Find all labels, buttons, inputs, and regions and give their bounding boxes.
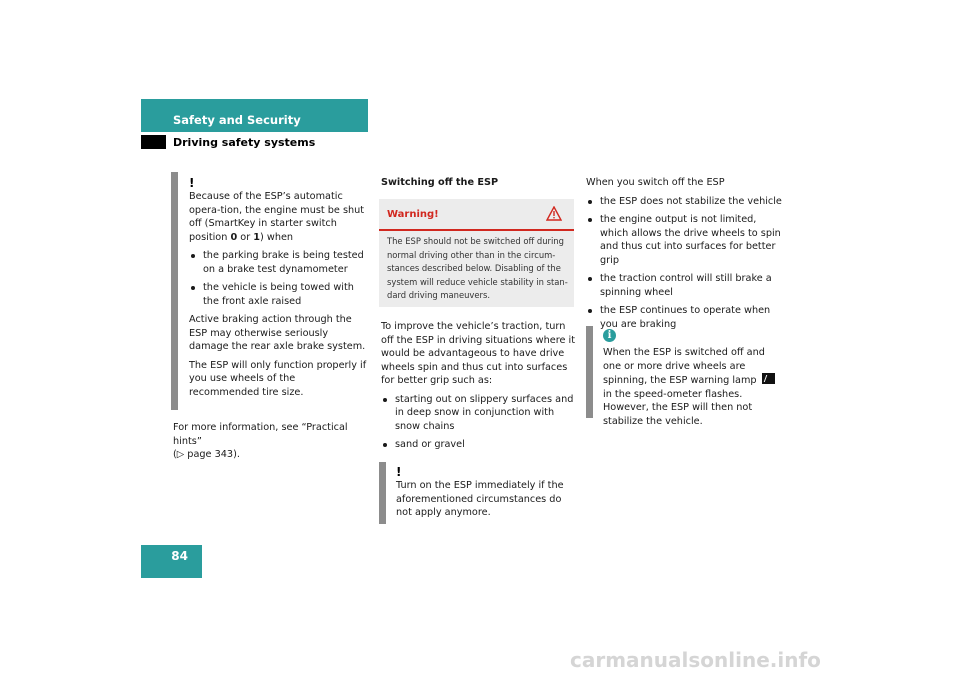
esp-off-body bbox=[381, 320, 575, 457]
info-icon: i bbox=[603, 329, 616, 342]
info-bar bbox=[586, 326, 593, 418]
subsection-title: Driving safety systems bbox=[173, 136, 316, 149]
warning-title: Warning! bbox=[387, 209, 439, 220]
esp-off-intro: To improve the vehicle’s traction, turn off the ESP in driving situations where it would be advantageous to have drive wheels spin and thus cut into surfaces for better grip such as: bbox=[381, 321, 575, 386]
page-reference-link[interactable]: (▷ page 343). bbox=[173, 449, 240, 460]
info-text: When the ESP is switched off and one or more drive wheels are spinning, the ESP warning lamp in the speed-ometer flashes. However, the ESP will then not stabilize the vehicle. bbox=[603, 346, 781, 428]
warning-divider bbox=[379, 229, 574, 231]
notice-content bbox=[189, 177, 367, 404]
list-item: the parking brake is being tested on a brake test dynamometer bbox=[189, 249, 367, 276]
notice-intro: Because of the ESP’s automatic opera-tion, the engine must be shut off (SmartKey in starter switch position 0 or 1) when bbox=[189, 191, 365, 243]
notice-bar bbox=[171, 172, 178, 410]
notice-bar bbox=[379, 462, 386, 524]
section-heading: Switching off the ESP bbox=[381, 177, 499, 188]
more-info bbox=[173, 421, 373, 462]
para-braking: Active braking action through the ESP may otherwise seriously damage the rear axle brake system. bbox=[189, 314, 366, 352]
warning-text: The ESP should not be switched off during normal driving other than in the circum-stances described below. Disabling of the system will reduce vehicle stability in stan-dard driving maneuvers. bbox=[387, 236, 568, 301]
notice-turn-on bbox=[396, 466, 576, 525]
more-info-text: For more information, see “Practical hints” bbox=[173, 422, 348, 447]
section-title: Safety and Security bbox=[173, 113, 301, 127]
warning-triangle-icon bbox=[546, 206, 562, 221]
list-item: the traction control will still brake a spinning wheel bbox=[586, 272, 782, 299]
para-tires: The ESP will only function properly if you use wheels of the recommended tire size. bbox=[189, 359, 367, 398]
notice-icon: ! bbox=[396, 465, 402, 479]
list-item: the ESP does not stabilize the vehicle bbox=[586, 195, 782, 209]
esp-warning-lamp-icon bbox=[762, 373, 775, 384]
watermark: carmanualsonline.info bbox=[570, 648, 821, 672]
page-number: 84 bbox=[171, 549, 188, 563]
esp-off-effects bbox=[586, 176, 782, 336]
list-item: the engine output is not limited, which allows the drive wheels to spin and thus cut into surfaces for better grip bbox=[586, 213, 782, 267]
list-item: sand or gravel bbox=[381, 438, 575, 452]
subsection-marker bbox=[141, 135, 166, 149]
notice-text: Turn on the ESP immediately if the aforementioned circumstances do not apply anymore. bbox=[396, 480, 564, 518]
list-item: the ESP continues to operate when you are braking bbox=[586, 304, 782, 331]
notice-icon: ! bbox=[189, 176, 195, 190]
effects-intro: When you switch off the ESP bbox=[586, 177, 725, 188]
list-item: starting out on slippery surfaces and in deep snow in conjunction with snow chains bbox=[381, 393, 575, 434]
list-item: the vehicle is being towed with the front axle raised bbox=[189, 281, 367, 308]
